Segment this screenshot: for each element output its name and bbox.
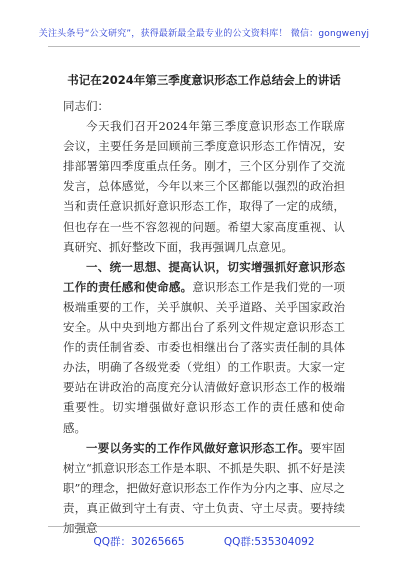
document-title: 书记在2024年第三季度意识形态工作总结会上的讲话 xyxy=(67,73,341,87)
header-divider xyxy=(48,46,360,47)
section-one-heading: 一、统一思想、提高认识，切实增强抓好意识形态工作的责任感和使命感。 xyxy=(63,259,345,294)
point-one-body: 要牢固树立“抓意识形态工作是本职、不抓是失职、抓不好是渎职”的理念，把做好意识形态工作作为分内之事、应尽之责，真正做到守土有责、守土负责、守土尽责。要持续加强意 xyxy=(63,440,346,535)
footer-qq-group-2: QQ群:535304092 xyxy=(223,536,315,548)
point-one-heading: 一要以务实的工作作风做好意识形态工作。 xyxy=(86,440,310,455)
salutation: 同志们： xyxy=(63,99,109,113)
section-one-body: 意识形态工作是我们党的一项极端重要的工作，关乎旗帜、关乎道路、关乎国家政治安全。从中央到地方都出台了系列文件规定意识形态工作的责任制省委、市委也相继出台了落实责任制的具体办法，明确了各级党委（党组）的工作职责。大家一定要站在讲政治的高度充分认清做好意识形态工作的极端重要性。切实增强做好意识形态工作的责任感和使命感。 xyxy=(63,279,346,435)
header-banner: 关注头条号“公文研究”，获得最新最全最专业的公文资料库！ 微信：gongwenyj xyxy=(38,29,370,39)
document-body xyxy=(63,96,345,538)
footer xyxy=(0,534,408,549)
paragraph-section-one xyxy=(63,257,345,438)
footer-qq-group-1: QQ群：30265665 xyxy=(93,536,185,548)
paragraph-point-one xyxy=(63,438,345,538)
paragraph-intro: 今天我们召开2024年第三季度意识形态工作联席会议，主要任务是回顾前三季度意识形态工作情况，安排部署第四季度重点任务。刚才，三个区分别作了交流发言，总体感觉，今年以来三个区都能以强烈的政治担当和责任意识抓好意识形态工作，取得了一定的成绩，但也存在一些不容忽视的问题。希望大家高度重视、认真研究、抓好整改下面，我再强调几点意见。 xyxy=(63,119,345,254)
footer-divider xyxy=(48,526,360,527)
